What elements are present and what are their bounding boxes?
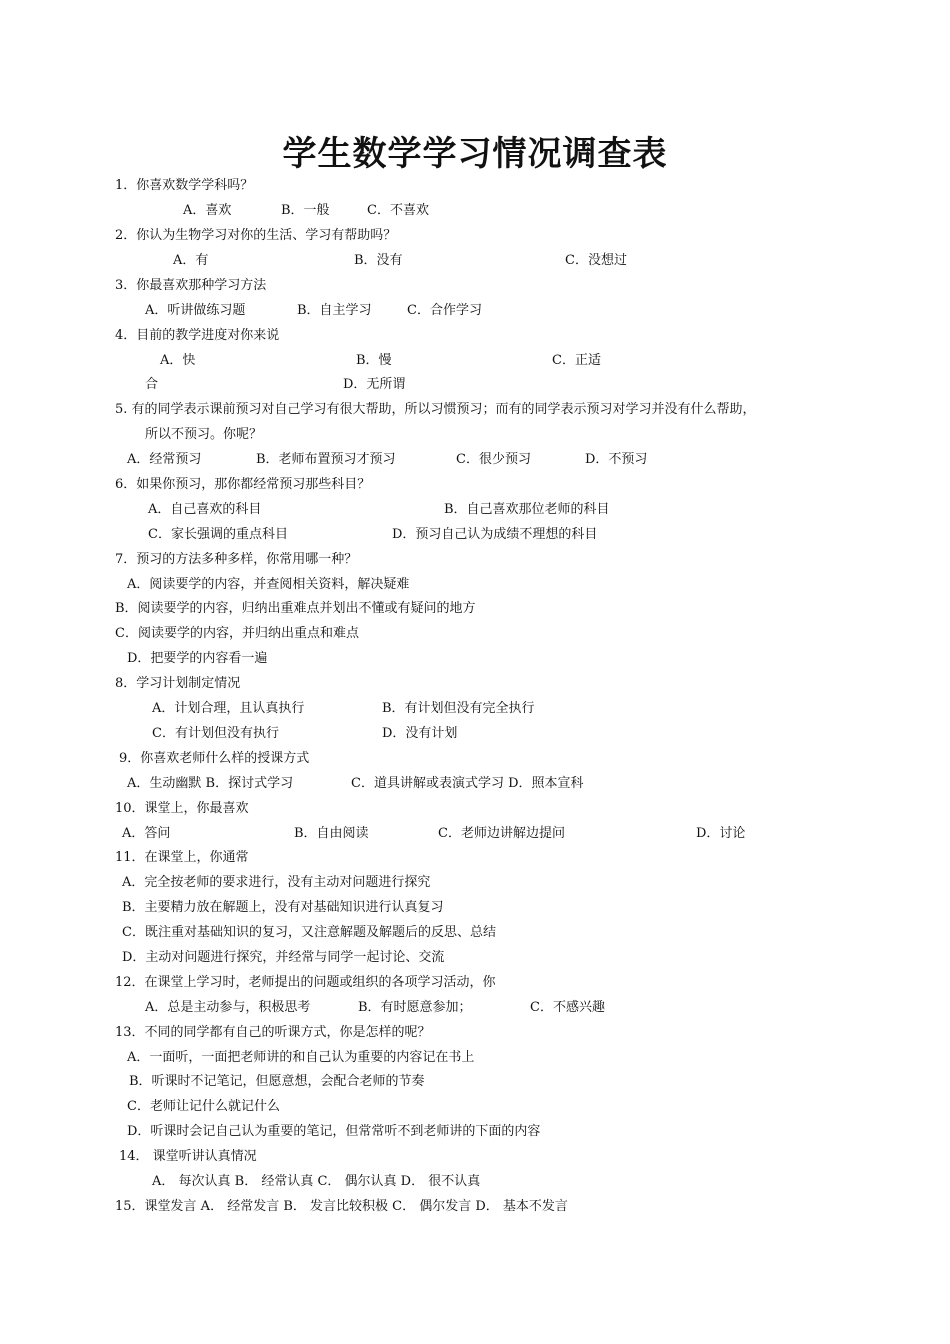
q6-option-d: D．预习自己认为成绩不理想的科目	[392, 527, 598, 542]
q10-option-d: D．讨论	[696, 826, 746, 841]
q5-option-d: D．不预习	[585, 452, 648, 467]
q3-option-b: B．自主学习	[297, 303, 372, 318]
q12-option-c: C．不感兴趣	[530, 1000, 605, 1015]
q11-option-b: B．主要精力放在解题上，没有对基础知识进行认真复习	[122, 900, 444, 915]
q6-option-c: C．家长强调的重点科目	[148, 527, 288, 542]
q2-option-c: C．没想过	[565, 253, 627, 268]
question-9: 9．你喜欢老师什么样的授课方式	[119, 751, 310, 766]
q5-option-a: A．经常预习	[127, 452, 202, 467]
q11-option-a: A．完全按老师的要求进行，没有主动对问题进行探究	[122, 875, 431, 890]
q2-option-a: A．有	[173, 253, 209, 268]
q1-option-a: A．喜欢	[183, 203, 232, 218]
question-5: 5. 有的同学表示课前预习对自己学习有很大帮助，所以习惯预习；而有的同学表示预习对学习并没有什么帮助，	[115, 402, 756, 417]
q12-option-a: A．总是主动参与，积极思考	[145, 1000, 311, 1015]
q8-option-c: C．有计划但没有执行	[152, 726, 279, 741]
q1-option-c: C．不喜欢	[367, 203, 429, 218]
q1-option-b: B．一般	[281, 203, 330, 218]
q13-option-c: C．老师让记什么就记什么	[127, 1099, 280, 1114]
question-15: 15．课堂发言 A． 经常发言 B． 发言比较积极 C． 偶尔发言 D． 基本不发言	[115, 1199, 568, 1214]
question-1: 1．你喜欢数学学科吗？	[115, 178, 254, 193]
q13-option-b: B．听课时不记笔记，但愿意想，会配合老师的节奏	[129, 1074, 425, 1089]
q8-option-d: D．没有计划	[382, 726, 458, 741]
q4-option-c-continued: 合	[145, 377, 159, 392]
question-6: 6．如果你预习，那你都经常预习那些科目？	[115, 477, 371, 492]
question-12: 12．在课堂上学习时，老师提出的问题或组织的各项学习活动，你	[115, 975, 496, 990]
q10-option-a: A．答问	[122, 826, 171, 841]
question-10: 10．课堂上，你最喜欢	[115, 801, 249, 816]
q14-options: A． 每次认真 B． 经常认真 C． 偶尔认真 D． 很不认真	[152, 1174, 481, 1189]
q13-option-a: A．一面听，一面把老师讲的和自己认为重要的内容记在书上	[127, 1050, 475, 1065]
question-4: 4．目前的教学进度对你来说	[115, 328, 280, 343]
question-5-continued: 所以不预习。你呢？	[145, 427, 263, 442]
q6-option-a: A．自己喜欢的科目	[148, 502, 262, 517]
q7-option-d: D．把要学的内容看一遍	[127, 651, 268, 666]
q11-option-d: D．主动对问题进行探究，并经常与同学一起讨论、交流	[122, 950, 445, 965]
question-13: 13．不同的同学都有自己的听课方式，你是怎样的呢？	[115, 1025, 431, 1040]
q5-option-b: B．老师布置预习才预习	[256, 452, 396, 467]
question-11: 11．在课堂上，你通常	[115, 850, 249, 865]
question-14: 14． 课堂听讲认真情况	[119, 1149, 257, 1164]
question-7: 7．预习的方法多种多样，你常用哪一种？	[115, 552, 358, 567]
q9-options-cd: C．道具讲解或表演式学习 D．照本宣科	[351, 776, 584, 791]
question-3: 3．你最喜欢那种学习方法	[115, 278, 267, 293]
q4-option-b: B．慢	[356, 353, 392, 368]
q8-option-b: B．有计划但没有完全执行	[382, 701, 535, 716]
q9-options-ab: A．生动幽默 B．探讨式学习	[127, 776, 294, 791]
q10-option-c: C．老师边讲解边提问	[438, 826, 565, 841]
question-2: 2．你认为生物学习对你的生活、学习有帮助吗？	[115, 228, 397, 243]
q4-option-d: D．无所谓	[343, 377, 406, 392]
q2-option-b: B．没有	[354, 253, 403, 268]
question-8: 8．学习计划制定情况	[115, 676, 241, 691]
q10-option-b: B．自由阅读	[294, 826, 369, 841]
q3-option-a: A．听讲做练习题	[145, 303, 246, 318]
q8-option-a: A．计划合理，且认真执行	[152, 701, 305, 716]
q7-option-c: C．阅读要学的内容，并归纳出重点和难点	[115, 626, 359, 641]
q4-option-c: C．正适	[552, 353, 601, 368]
q11-option-c: C．既注重对基础知识的复习，又注意解题及解题后的反思、总结	[122, 925, 496, 940]
q3-option-c: C．合作学习	[407, 303, 482, 318]
q6-option-b: B．自己喜欢那位老师的科目	[444, 502, 610, 517]
q5-option-c: C．很少预习	[456, 452, 531, 467]
q7-option-b: B．阅读要学的内容，归纳出重难点并划出不懂或有疑问的地方	[115, 601, 476, 616]
q4-option-a: A．快	[160, 353, 196, 368]
q7-option-a: A．阅读要学的内容，并查阅相关资料，解决疑难	[127, 577, 410, 592]
q12-option-b: B．有时愿意参加；	[358, 1000, 472, 1015]
page-title: 学生数学学习情况调查表	[282, 134, 668, 174]
q13-option-d: D．听课时会记自己认为重要的笔记，但常常听不到老师讲的下面的内容	[127, 1124, 541, 1139]
